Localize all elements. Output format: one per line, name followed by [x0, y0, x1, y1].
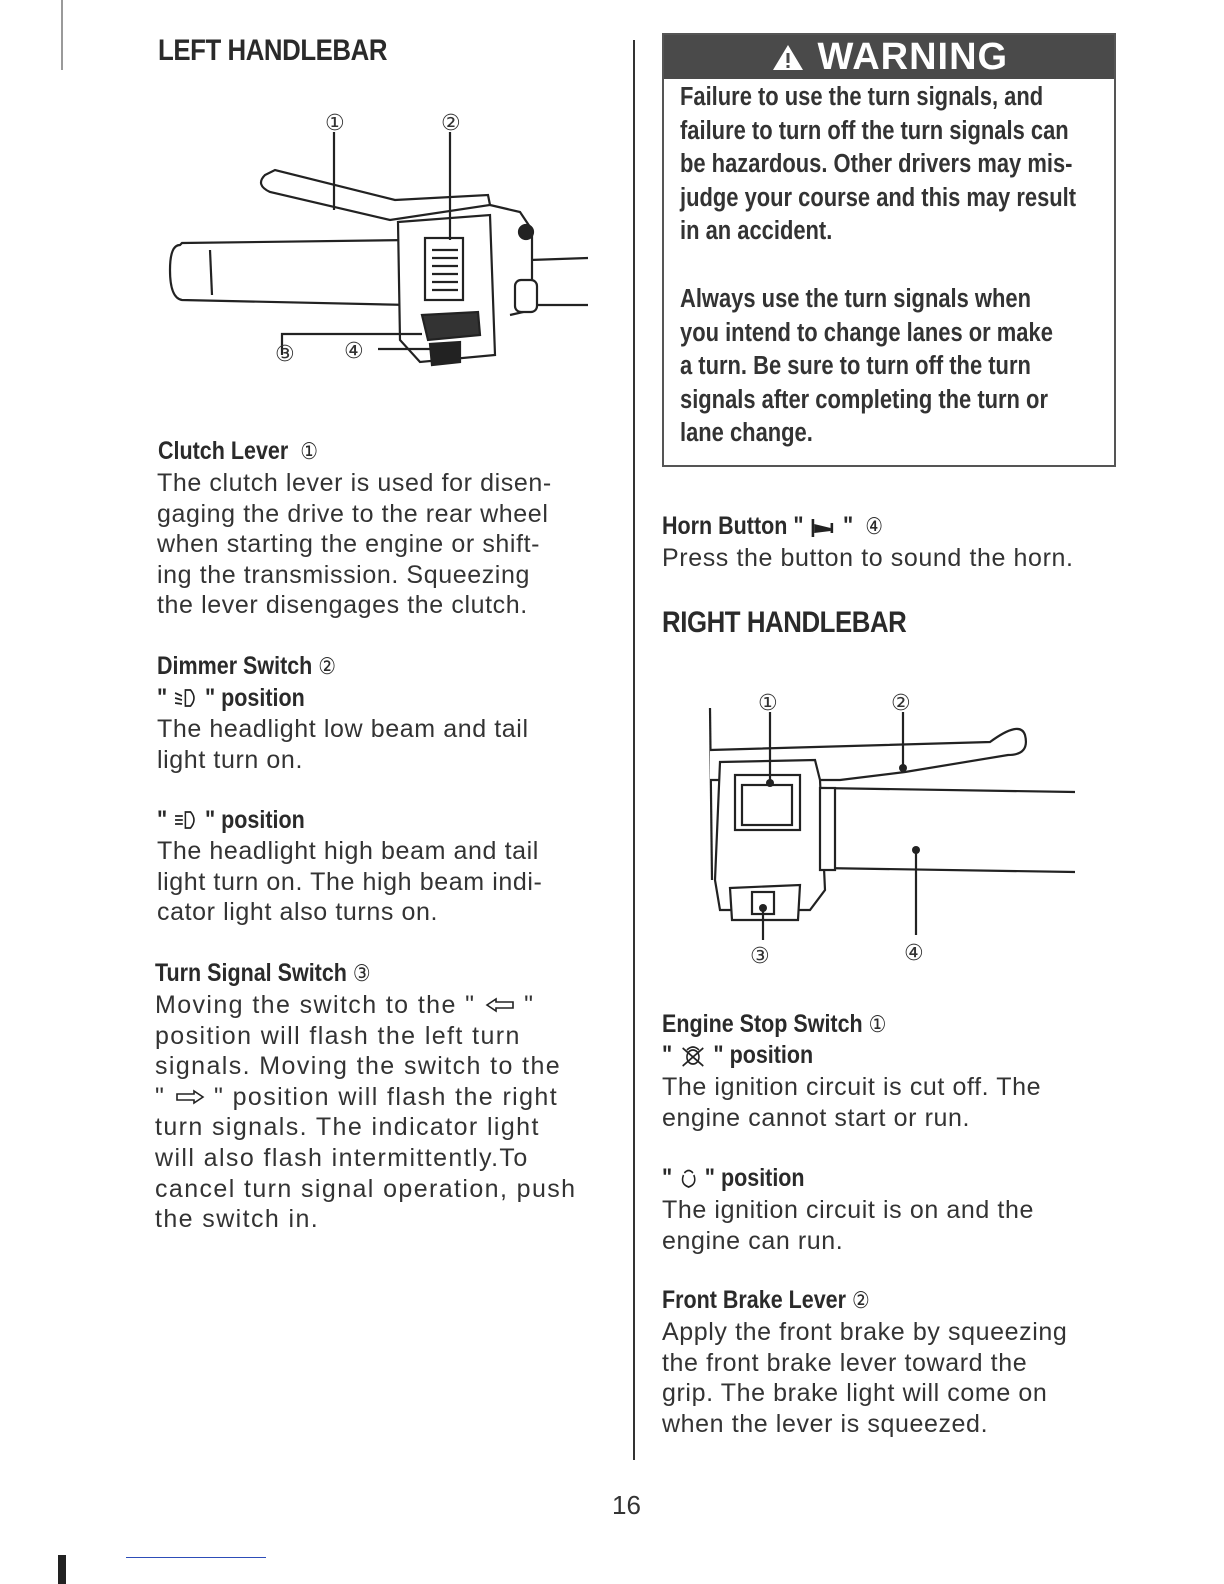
text-line: judge your course and this may result [680, 183, 1077, 212]
text-fragment: Moving the switch to the " [155, 991, 476, 1019]
text-line: when starting the engine or shift- [157, 530, 541, 559]
right-fig-callout-2: ② [891, 691, 911, 716]
text-line: grip. The brake light will come on [662, 1379, 1048, 1408]
footer-edge-mark [58, 1555, 66, 1584]
dimmer-callout-num: ② [318, 653, 337, 679]
text-line [155, 1082, 576, 1113]
text-line: cancel turn signal operation, push [155, 1174, 577, 1203]
horn-icon [810, 517, 838, 539]
text-line: signals. Moving the switch to the [155, 1052, 562, 1081]
warning-paragraph-1 [680, 81, 1101, 249]
clutch-callout-num: ① [300, 438, 318, 464]
text-fragment: " position will flash the right [214, 1082, 559, 1111]
left-handlebar-heading: LEFT HANDLEBAR [158, 34, 388, 67]
text-line: gaging the drive to the rear wheel [157, 499, 549, 528]
engine-run-position-label [662, 1164, 805, 1193]
text-line: Failure to use the turn signals, and [680, 83, 1044, 111]
text-line: will also flash intermittently.To [155, 1143, 529, 1172]
engine-stop-callout-num: ① [868, 1011, 887, 1037]
left-fig-callout-3: ③ [275, 342, 295, 367]
horn-title-text: Horn Button " [662, 512, 804, 540]
text-line [155, 990, 576, 1021]
text-line: Apply the front brake by squeezing [662, 1318, 1068, 1346]
text-line: The ignition circuit is cut off. The [662, 1073, 1042, 1101]
text-line: engine can run. [662, 1226, 844, 1255]
text-line: in an accident. [680, 217, 833, 246]
text-line: position will flash the left turn [155, 1021, 521, 1050]
dimmer-switch-title [157, 652, 336, 681]
clutch-title-text: Clutch Lever [158, 437, 289, 465]
right-handlebar-illustration [690, 680, 1090, 980]
text-line: be hazardous. Other drivers may mis- [680, 150, 1073, 179]
text-line: The ignition circuit is on and the [662, 1196, 1034, 1224]
high-beam-icon [173, 810, 199, 830]
low-beam-position-label [157, 684, 305, 713]
engine-stop-switch-title [662, 1010, 886, 1039]
text-line: you intend to change lanes or make [680, 318, 1053, 347]
left-handlebar-illustration [160, 100, 600, 380]
left-fig-callout-2: ② [441, 111, 461, 136]
text-line: the front brake lever toward the [662, 1348, 1028, 1377]
turn-callout-num: ③ [352, 960, 371, 986]
left-arrow-icon [484, 997, 516, 1013]
position-word: " position [204, 684, 305, 712]
text-line: cator light also turns on. [157, 898, 439, 927]
engine-off-icon [678, 1045, 707, 1067]
front-brake-lever-title [662, 1286, 870, 1315]
clutch-lever-title [158, 437, 318, 466]
text-line: the lever disengages the clutch. [157, 591, 528, 620]
low-beam-icon [173, 688, 199, 708]
turn-signal-switch-title [155, 959, 371, 988]
text-line: The headlight high beam and tail [157, 837, 539, 865]
text-line: Always use the turn signals when [680, 285, 1031, 313]
engine-off-position-label [662, 1041, 813, 1070]
high-beam-description [157, 836, 542, 928]
dimmer-title-text: Dimmer Switch [157, 652, 313, 680]
text-line: failure to turn off the turn signals can [680, 116, 1069, 145]
engine-run-icon [678, 1168, 699, 1190]
right-arrow-icon [174, 1089, 206, 1105]
column-divider [633, 40, 635, 1460]
text-line: light turn on. The high beam indi- [157, 867, 543, 896]
brake-callout-num: ② [851, 1287, 870, 1313]
text-line: The clutch lever is used for disen- [157, 469, 552, 497]
text-line: light turn on. [157, 745, 303, 774]
engine-stop-title-text: Engine Stop Switch [662, 1010, 863, 1038]
turn-title-text: Turn Signal Switch [155, 959, 347, 987]
text-fragment: " [155, 1082, 166, 1111]
high-beam-position-label [157, 806, 305, 835]
quote-open: " [157, 684, 168, 712]
quote-open: " [157, 806, 168, 834]
engine-off-description [662, 1072, 1041, 1133]
warning-banner [664, 35, 1114, 79]
footer-rule [126, 1557, 266, 1558]
position-word: " position [204, 806, 305, 834]
page-number: 16 [612, 1490, 641, 1520]
warning-box [662, 33, 1116, 467]
quote-open: " [662, 1164, 673, 1192]
left-fig-callout-1: ① [325, 111, 345, 136]
warning-paragraph-2 [680, 283, 1101, 451]
horn-button-description: Press the button to sound the horn. [662, 544, 1074, 572]
text-line: signals after completing the turn or [680, 385, 1048, 414]
front-brake-description [662, 1317, 1067, 1439]
text-line: ing the transmission. Squeezing [157, 560, 530, 589]
text-line: when the lever is squeezed. [662, 1409, 989, 1438]
clutch-lever-description [157, 468, 552, 621]
text-line: lane change. [680, 419, 813, 448]
warning-title: WARNING [817, 36, 1009, 78]
warning-triangle-icon [770, 42, 806, 72]
position-word: " position [713, 1041, 814, 1069]
turn-signal-description [155, 990, 576, 1235]
quote-open: " [662, 1041, 673, 1069]
right-fig-callout-1: ① [758, 691, 778, 716]
scan-edge-line [61, 0, 63, 70]
text-line: a turn. Be sure to turn off the turn [680, 352, 1031, 381]
right-handlebar-heading: RIGHT HANDLEBAR [662, 606, 907, 639]
text-fragment: " [524, 991, 535, 1019]
brake-title-text: Front Brake Lever [662, 1286, 847, 1314]
text-line: The headlight low beam and tail [157, 715, 529, 743]
text-line: engine cannot start or run. [662, 1103, 971, 1132]
text-line: the switch in. [155, 1205, 320, 1234]
position-word: " position [704, 1164, 805, 1192]
quote-close: " [843, 512, 854, 540]
engine-run-description [662, 1195, 1034, 1256]
horn-callout-num: ④ [865, 513, 883, 539]
right-fig-callout-4: ④ [904, 941, 924, 966]
horn-button-title [662, 512, 883, 541]
low-beam-description [157, 714, 529, 775]
right-fig-callout-3: ③ [750, 944, 770, 969]
text-line: turn signals. The indicator light [155, 1113, 540, 1142]
left-fig-callout-4: ④ [344, 339, 364, 364]
